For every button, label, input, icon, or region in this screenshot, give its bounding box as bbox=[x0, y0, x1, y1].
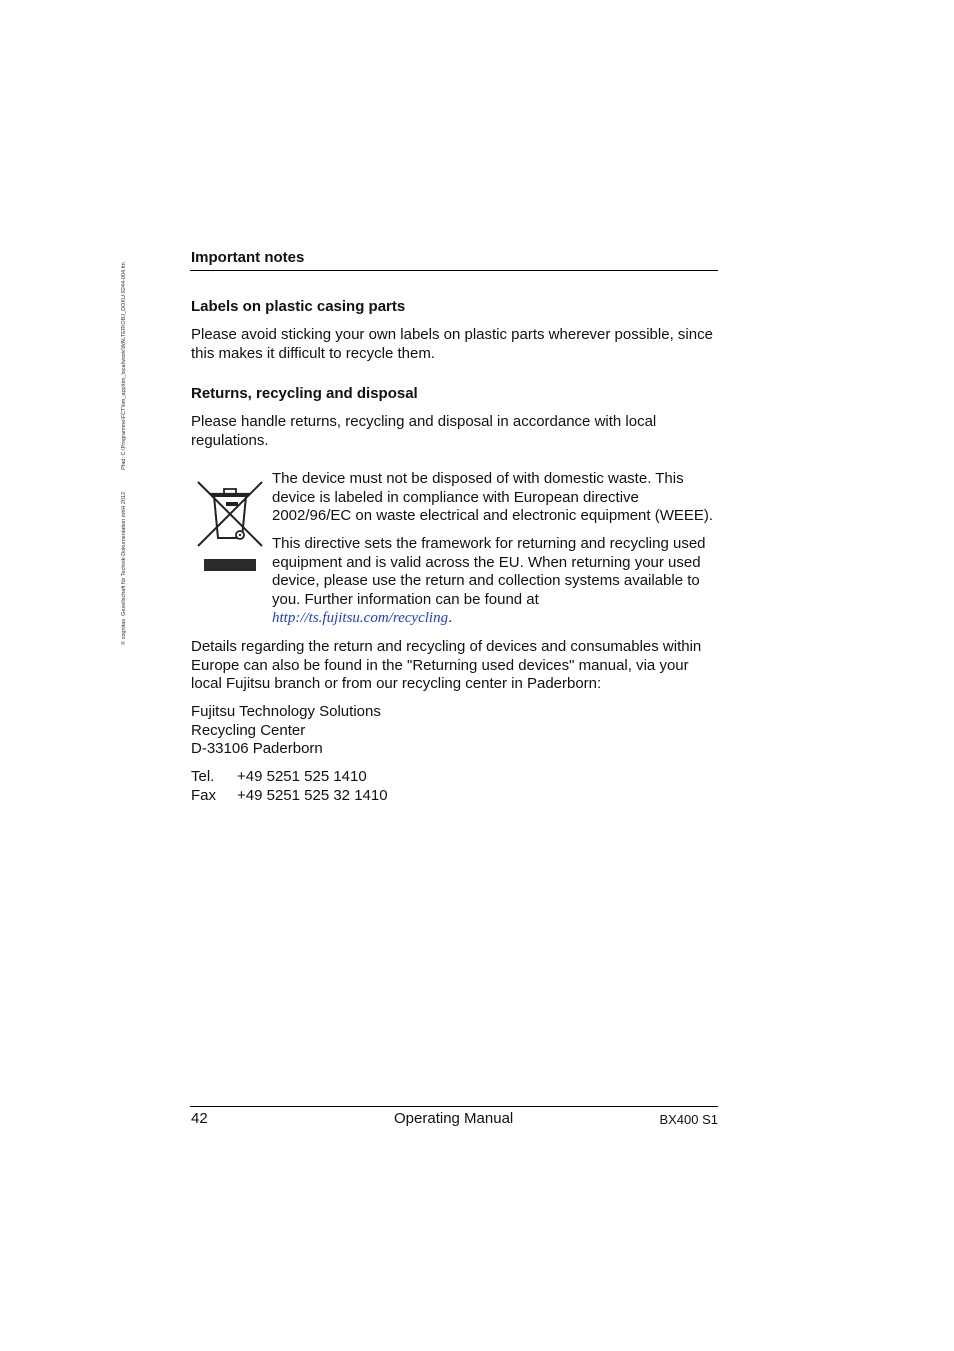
returns-paragraph: Please handle returns, recycling and disposal in accordance with local regulations. bbox=[191, 413, 657, 449]
fax-value: +49 5251 525 32 1410 bbox=[237, 786, 388, 804]
footer-rule bbox=[190, 1106, 718, 1107]
tel-value: +49 5251 525 1410 bbox=[237, 768, 367, 785]
weee-paragraph-2-text: This directive sets the framework for returning and recycling used equipment and is valid across the EU. When returning your used device, please use the return and collection systems available to you. Further information can be found at bbox=[272, 535, 706, 608]
footer-model: BX400 S1 bbox=[659, 1112, 718, 1127]
labels-heading: Labels on plastic casing parts bbox=[191, 298, 406, 315]
footer-manual-title: Operating Manual bbox=[394, 1110, 514, 1127]
address-line-1: Fujitsu Technology Solutions bbox=[191, 703, 381, 720]
margin-note bbox=[121, 225, 127, 645]
weee-paragraph-2 bbox=[272, 535, 722, 628]
recycling-link[interactable]: http://ts.fujitsu.com/recycling bbox=[272, 610, 449, 627]
details-paragraph: Details regarding the return and recycling of devices and consumables within Europe can also be found in the "Returning used devices" manual, via your local Fujitsu branch or from our recycling center in Paderborn: bbox=[191, 638, 702, 693]
tel-label: Tel. bbox=[191, 768, 215, 785]
fax-row bbox=[191, 787, 388, 806]
header-rule bbox=[190, 270, 718, 271]
returns-heading: Returns, recycling and disposal bbox=[191, 385, 418, 402]
tel-row bbox=[191, 768, 388, 787]
weee-paragraph-1: The device must not be disposed of with domestic waste. This device is labeled in compliance with European directive 2002/96/EC on waste electrical and electronic equipment (WEEE). bbox=[272, 470, 714, 525]
address-line-3: D-33106 Paderborn bbox=[191, 740, 323, 758]
fax-label: Fax bbox=[191, 786, 217, 804]
page-number: 42 bbox=[191, 1110, 208, 1127]
contact-block bbox=[191, 768, 388, 805]
link-period: . bbox=[448, 609, 453, 627]
address-block bbox=[191, 703, 381, 759]
address-line-2: Recycling Center bbox=[191, 721, 306, 739]
file-path-note: Pfad: C:\Programme\FCT\tim_app\tim_local\work\WALTER\OBJ_DOKU-9244-004.fm bbox=[121, 262, 127, 470]
weee-crossed-bin-icon bbox=[196, 478, 264, 574]
running-header-title: Important notes bbox=[191, 249, 305, 266]
labels-paragraph: Please avoid sticking your own labels on plastic parts wherever possible, since this makes it difficult to recycle them. bbox=[191, 326, 713, 362]
copyright-note: © cognitas. Gesellschaft für Technik-Dokumentation mbH 2012 bbox=[121, 491, 127, 645]
